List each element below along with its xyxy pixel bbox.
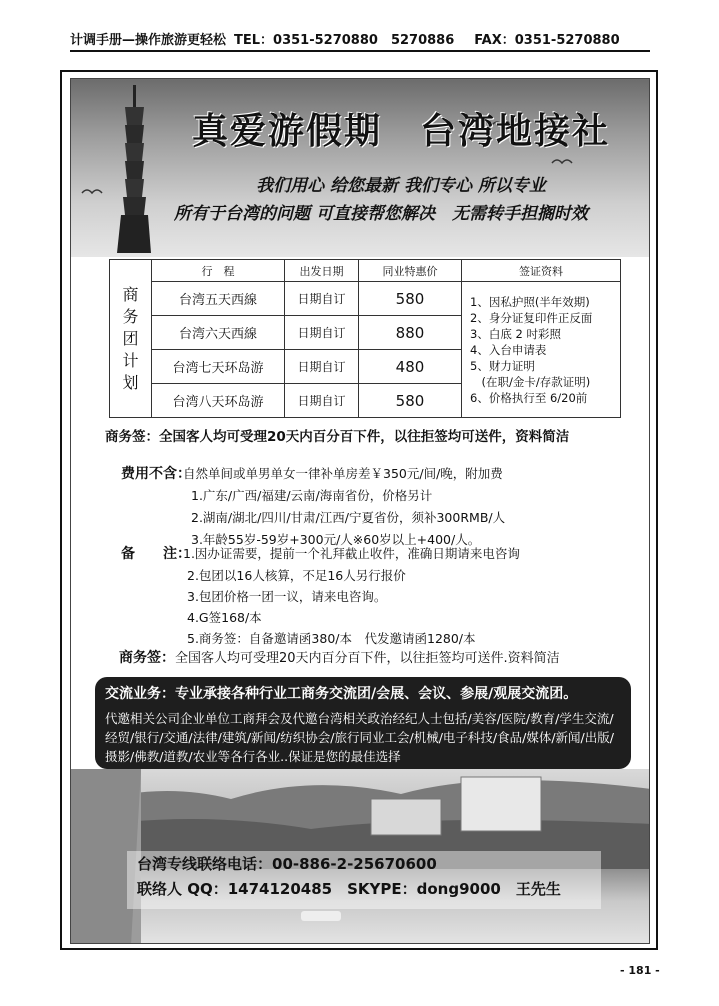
business-visa-note: 商务签：全国客人均可受理20天内百分百下件，以往拒签均可送件，资料简洁	[105, 429, 570, 445]
header-fax: FAX：0351-5270880	[474, 33, 620, 48]
trade-price: 580	[359, 282, 462, 316]
bird-icon	[81, 187, 103, 197]
col-header-route: 行 程	[152, 260, 285, 282]
visa-item: 1、因私护照(半年效期)	[470, 294, 590, 309]
route-name: 台湾五天西線	[152, 282, 285, 316]
fees-excluded	[121, 463, 505, 551]
col-header-date: 出发日期	[285, 260, 359, 282]
banner-slogan-2: 所有于台湾的问题 可直接帮您解决 无需转手担搁时效	[174, 204, 588, 224]
banner	[71, 79, 650, 257]
itinerary-table	[109, 259, 621, 418]
business-visa-line	[119, 647, 560, 667]
remarks	[121, 543, 520, 649]
exchange-body: 代邀相关公司企业单位工商拜会及代邀台湾相关政治经纪人士包括/美容/医院/教育/学生交流/经贸/银行/交通/法律/建筑/新闻/纺织协会/旅行同业工会/机械/电子科技/食品/媒体/新闻/出版/摄影/佛教/道教/农业等各行各业..保证是您的最佳选择	[105, 711, 614, 764]
advertisement-panel	[70, 78, 650, 944]
departure-date: 日期自订	[285, 384, 359, 418]
route-name: 台湾七天环岛游	[152, 350, 285, 384]
remarks-item: 3.包团价格一团一议，请来电咨询。	[187, 589, 387, 604]
visa-requirements	[462, 282, 621, 418]
itinerary-side-label: 商 务 团 计 划	[110, 260, 152, 418]
sun-moon-lake-photo	[71, 769, 650, 944]
banner-slogan-1: 我们用心 给您最新 我们专心 所以专业	[256, 176, 546, 196]
departure-date: 日期自订	[285, 282, 359, 316]
page-number: - 181 -	[620, 964, 660, 977]
bird-icon	[551, 157, 573, 167]
col-header-price: 同业特惠价	[359, 260, 462, 282]
fees-item: 1.广东/广西/福建/云南/海南省份，价格另计	[191, 488, 433, 503]
visa-item: 6、价格执行至 6/20前	[470, 390, 588, 405]
remarks-item: 1.因办证需要，提前一个礼拜截止收件，准确日期请来电咨询	[183, 546, 520, 561]
fees-item: 3.年龄55岁-59岁+300元/人※60岁以上+400/人。	[191, 532, 481, 547]
business-visa-text: 全国客人均可受理20天内百分百下件，以往拒签均可送件.资料简洁	[175, 651, 560, 666]
visa-item: 3、白底 2 吋彩照	[470, 326, 561, 341]
trade-price: 480	[359, 350, 462, 384]
fees-main: 自然单间或单男单女一律补单房差￥350元/间/晚，附加费	[183, 466, 503, 481]
remarks-item: 5.商务签：自备邀请函380/本 代发邀请函1280/本	[187, 631, 476, 646]
exchange-title: 交流业务：专业承接各种行业工商务交流团/会展、会议、参展/观展交流团。	[105, 686, 578, 702]
table-row	[110, 282, 621, 316]
route-name: 台湾八天环岛游	[152, 384, 285, 418]
header-title: 计调手册—操作旅游更轻松	[70, 33, 227, 48]
departure-date: 日期自订	[285, 350, 359, 384]
visa-item: 4、入台申请表	[470, 342, 547, 357]
contact-people: 联络人 QQ：1474120485 SKYPE：dong9000 王先生	[137, 880, 561, 898]
visa-item: 2、身分证复印件正反面	[470, 310, 593, 325]
remarks-item: 2.包团以16人核算，不足16人另行报价	[187, 568, 406, 583]
route-name: 台湾六天西線	[152, 316, 285, 350]
header-tel: TEL：0351-5270880 5270886	[234, 33, 455, 48]
exchange-business-box	[95, 677, 631, 769]
visa-item: (在职/金卡/存款证明)	[470, 374, 591, 389]
visa-item: 5、财力证明	[470, 358, 535, 373]
col-header-visa: 签证资料	[462, 260, 621, 282]
business-visa-label: 商务签：	[119, 650, 175, 666]
remarks-label: 备 注：	[121, 546, 191, 562]
banner-title: 真爱游假期 台湾地接社	[191, 110, 610, 152]
page-header	[70, 30, 650, 52]
trade-price: 880	[359, 316, 462, 350]
departure-date: 日期自订	[285, 316, 359, 350]
taiwan-hotline: 台湾专线联络电话：00-886-2-25670600	[137, 855, 437, 873]
remarks-item: 4.G签168/本	[187, 610, 262, 625]
trade-price: 580	[359, 384, 462, 418]
fees-label: 费用不含：	[121, 466, 191, 482]
fees-item: 2.湖南/湖北/四川/甘肃/江西/宁夏省份，须补300RMB/人	[191, 510, 506, 525]
contact-box	[127, 851, 601, 909]
